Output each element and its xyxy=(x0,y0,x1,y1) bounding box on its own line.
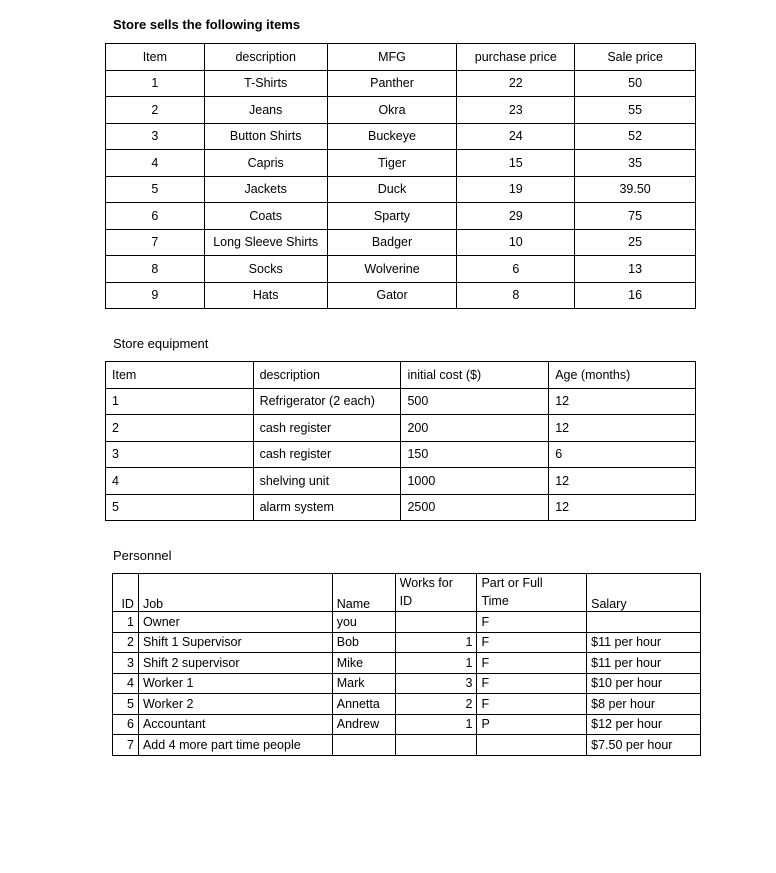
table-cell: $11 per hour xyxy=(587,653,701,674)
table-cell: 13 xyxy=(575,256,696,283)
table-cell: Hats xyxy=(204,282,327,309)
table-cell: 2 xyxy=(395,694,477,715)
table-cell: 52 xyxy=(575,123,696,150)
table-cell: 50 xyxy=(575,70,696,97)
table-cell: F xyxy=(477,673,587,694)
table-cell: 39.50 xyxy=(575,176,696,203)
table-cell: 24 xyxy=(457,123,575,150)
table-cell: 6 xyxy=(457,256,575,283)
table-row xyxy=(106,123,696,150)
table-cell: 1 xyxy=(106,70,205,97)
table-cell: Andrew xyxy=(332,714,395,735)
table-cell: 3 xyxy=(106,123,205,150)
table-cell: Capris xyxy=(204,150,327,177)
table-cell: T-Shirts xyxy=(204,70,327,97)
personnel-section-title: Personnel xyxy=(113,548,172,563)
table-cell: 5 xyxy=(106,494,254,521)
items-header-row xyxy=(106,44,696,71)
col-header-name: Name xyxy=(332,574,395,612)
table-row xyxy=(106,203,696,230)
table-row xyxy=(106,150,696,177)
table-cell: Accountant xyxy=(138,714,332,735)
table-cell: 2 xyxy=(106,415,254,442)
table-cell: 6 xyxy=(549,441,696,468)
table-cell: 16 xyxy=(575,282,696,309)
table-cell: 12 xyxy=(549,494,696,521)
table-cell: $10 per hour xyxy=(587,673,701,694)
table-cell: 75 xyxy=(575,203,696,230)
table-cell: Buckeye xyxy=(327,123,457,150)
table-cell: Badger xyxy=(327,229,457,256)
table-cell: 29 xyxy=(457,203,575,230)
table-cell xyxy=(477,735,587,756)
table-cell: 6 xyxy=(113,714,139,735)
items-table xyxy=(105,43,696,309)
table-cell: 7 xyxy=(113,735,139,756)
table-cell: Socks xyxy=(204,256,327,283)
works-for-line2: ID xyxy=(399,594,413,608)
equipment-header-row xyxy=(106,362,696,389)
table-cell: 2 xyxy=(106,97,205,124)
table-row xyxy=(113,673,701,694)
table-cell: 5 xyxy=(106,176,205,203)
table-row xyxy=(106,70,696,97)
table-cell: 1 xyxy=(106,388,254,415)
table-cell: Mike xyxy=(332,653,395,674)
table-row xyxy=(106,97,696,124)
table-cell: 12 xyxy=(549,388,696,415)
personnel-table xyxy=(112,573,701,756)
table-cell: 8 xyxy=(106,256,205,283)
part-full-line2: Time xyxy=(481,594,509,608)
table-cell: 500 xyxy=(401,388,549,415)
table-cell: Shift 2 supervisor xyxy=(138,653,332,674)
table-row xyxy=(113,714,701,735)
col-header-job: Job xyxy=(138,574,332,612)
table-cell: 9 xyxy=(106,282,205,309)
table-cell: 1 xyxy=(395,714,477,735)
table-cell: Bob xyxy=(332,632,395,653)
table-cell: 1 xyxy=(113,612,139,633)
table-cell: shelving unit xyxy=(253,468,401,495)
works-for-line1: Works for xyxy=(399,576,453,590)
table-cell: 55 xyxy=(575,97,696,124)
col-header-id: ID xyxy=(113,574,139,612)
table-cell: F xyxy=(477,632,587,653)
items-col-header: Item xyxy=(106,44,205,71)
items-col-header: MFG xyxy=(327,44,457,71)
table-row xyxy=(113,632,701,653)
equipment-table xyxy=(105,361,696,521)
table-cell: 19 xyxy=(457,176,575,203)
items-col-header: Sale price xyxy=(575,44,696,71)
table-cell: Mark xyxy=(332,673,395,694)
table-cell: 35 xyxy=(575,150,696,177)
table-cell: 4 xyxy=(106,150,205,177)
table-cell: 6 xyxy=(106,203,205,230)
table-row xyxy=(113,612,701,633)
table-cell: 4 xyxy=(113,673,139,694)
table-cell: 2 xyxy=(113,632,139,653)
table-cell: Duck xyxy=(327,176,457,203)
col-header-part-full xyxy=(477,574,587,612)
items-col-header: description xyxy=(204,44,327,71)
equipment-col-header: description xyxy=(253,362,401,389)
items-section-title: Store sells the following items xyxy=(113,17,301,32)
table-cell xyxy=(395,735,477,756)
table-cell: F xyxy=(477,612,587,633)
table-row xyxy=(113,653,701,674)
table-row xyxy=(113,735,701,756)
table-row xyxy=(106,229,696,256)
table-row xyxy=(106,388,696,415)
table-cell: Button Shirts xyxy=(204,123,327,150)
table-cell: 3 xyxy=(395,673,477,694)
table-cell: Coats xyxy=(204,203,327,230)
table-cell: Long Sleeve Shirts xyxy=(204,229,327,256)
table-cell: 3 xyxy=(106,441,254,468)
table-cell: Gator xyxy=(327,282,457,309)
table-cell xyxy=(332,735,395,756)
table-cell: 22 xyxy=(457,70,575,97)
table-cell: $8 per hour xyxy=(587,694,701,715)
col-header-salary: Salary xyxy=(587,574,701,612)
table-cell: cash register xyxy=(253,415,401,442)
table-cell: Add 4 more part time people xyxy=(138,735,332,756)
part-full-line1: Part or Full xyxy=(481,576,543,590)
table-cell xyxy=(587,612,701,633)
table-row xyxy=(106,494,696,521)
equipment-col-header: Item xyxy=(106,362,254,389)
table-cell: 3 xyxy=(113,653,139,674)
table-cell: Worker 2 xyxy=(138,694,332,715)
table-cell: 8 xyxy=(457,282,575,309)
table-cell: $12 per hour xyxy=(587,714,701,735)
table-cell: Panther xyxy=(327,70,457,97)
table-row xyxy=(106,176,696,203)
table-cell: Owner xyxy=(138,612,332,633)
table-row xyxy=(106,415,696,442)
table-cell xyxy=(395,612,477,633)
table-row xyxy=(106,256,696,283)
table-cell: 1 xyxy=(395,653,477,674)
table-row xyxy=(106,441,696,468)
table-cell: 4 xyxy=(106,468,254,495)
col-header-works-for xyxy=(395,574,477,612)
table-cell: 12 xyxy=(549,415,696,442)
table-cell: 25 xyxy=(575,229,696,256)
table-cell: P xyxy=(477,714,587,735)
table-row xyxy=(113,694,701,715)
table-cell: Jeans xyxy=(204,97,327,124)
equipment-section-title: Store equipment xyxy=(113,336,209,351)
personnel-header-row xyxy=(113,574,701,612)
equipment-col-header: initial cost ($) xyxy=(401,362,549,389)
table-cell: Jackets xyxy=(204,176,327,203)
table-cell: Okra xyxy=(327,97,457,124)
table-cell: 5 xyxy=(113,694,139,715)
table-cell: 23 xyxy=(457,97,575,124)
table-cell: Wolverine xyxy=(327,256,457,283)
table-cell: 2500 xyxy=(401,494,549,521)
equipment-col-header: Age (months) xyxy=(549,362,696,389)
table-cell: Tiger xyxy=(327,150,457,177)
table-cell: Annetta xyxy=(332,694,395,715)
table-row xyxy=(106,282,696,309)
table-cell: Sparty xyxy=(327,203,457,230)
table-cell: F xyxy=(477,694,587,715)
table-cell: $7.50 per hour xyxy=(587,735,701,756)
table-cell: 200 xyxy=(401,415,549,442)
table-cell: $11 per hour xyxy=(587,632,701,653)
table-cell: 15 xyxy=(457,150,575,177)
table-cell: 1 xyxy=(395,632,477,653)
table-cell: Worker 1 xyxy=(138,673,332,694)
table-row xyxy=(106,468,696,495)
table-cell: alarm system xyxy=(253,494,401,521)
items-col-header: purchase price xyxy=(457,44,575,71)
table-cell: cash register xyxy=(253,441,401,468)
table-cell: you xyxy=(332,612,395,633)
table-cell: F xyxy=(477,653,587,674)
table-cell: 10 xyxy=(457,229,575,256)
table-cell: 12 xyxy=(549,468,696,495)
table-cell: 150 xyxy=(401,441,549,468)
table-cell: 7 xyxy=(106,229,205,256)
table-cell: Shift 1 Supervisor xyxy=(138,632,332,653)
table-cell: 1000 xyxy=(401,468,549,495)
table-cell: Refrigerator (2 each) xyxy=(253,388,401,415)
